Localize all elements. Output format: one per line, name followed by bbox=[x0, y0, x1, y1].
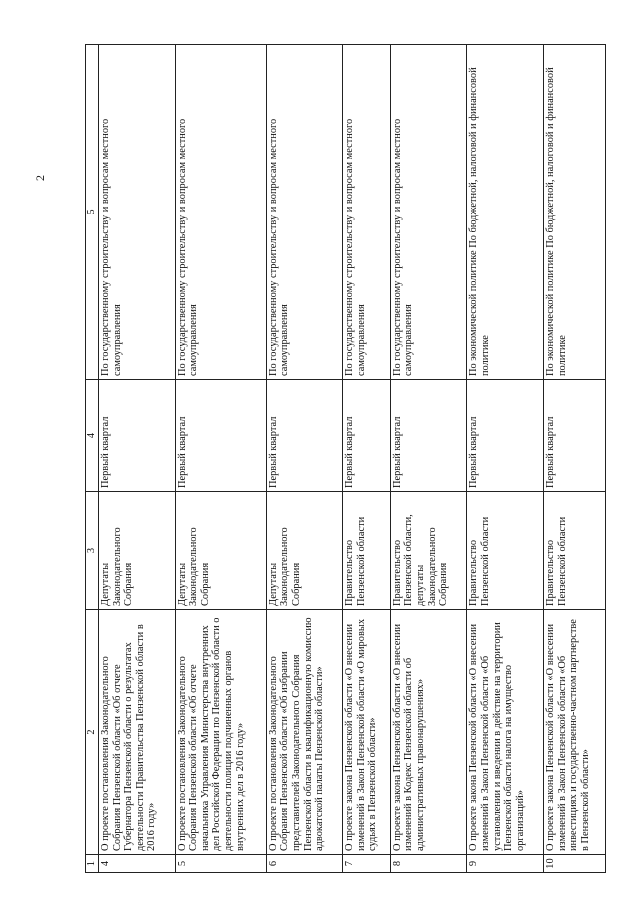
row-term: Первый квартал bbox=[390, 380, 467, 492]
header-cell: 4 bbox=[86, 380, 99, 492]
header-cell: 3 bbox=[86, 492, 99, 610]
table-row bbox=[543, 45, 605, 873]
row-author: Правительство Пензенской области, депутаты Законодательного Собрания bbox=[390, 492, 467, 610]
row-committee: По экономической политике По бюджетной, налоговой и финансовой политике bbox=[467, 45, 544, 380]
row-number: 5 bbox=[175, 855, 266, 873]
row-committee: По экономической политике По бюджетной, налоговой и финансовой политике bbox=[543, 45, 605, 380]
row-number: 8 bbox=[390, 855, 467, 873]
plan-table-wrapper bbox=[85, 45, 606, 873]
row-title: О проекте закона Пензенской области «О внесении изменений в Закон Пензенской области «Об установлении и введении в действие на территории Пензенской области налога на имущество организаций» bbox=[467, 610, 544, 855]
row-author: Правительство Пензенской области bbox=[467, 492, 544, 610]
row-committee: По государственному строительству и вопросам местного самоуправления bbox=[343, 45, 390, 380]
table-row bbox=[99, 45, 176, 873]
row-term: Первый квартал bbox=[343, 380, 390, 492]
row-number: 7 bbox=[343, 855, 390, 873]
row-author: Правительство Пензенской области bbox=[543, 492, 605, 610]
row-term: Первый квартал bbox=[467, 380, 544, 492]
plan-table-rotated bbox=[85, 45, 606, 873]
row-committee: По государственному строительству и вопросам местного самоуправления bbox=[390, 45, 467, 380]
row-title: О проекте закона Пензенской области «О внесении изменений в Закон Пензенской области «О мировых судьях в Пензенской области» bbox=[343, 610, 390, 855]
row-title: О проекте закона Пензенской области «О внесении изменений в Кодекс Пензенской области об административных правонарушениях» bbox=[390, 610, 467, 855]
header-cell: 1 bbox=[86, 855, 99, 873]
row-committee: По государственному строительству и вопросам местного самоуправления bbox=[175, 45, 266, 380]
header-cell: 2 bbox=[86, 610, 99, 855]
row-committee: По государственному строительству и вопросам местного самоуправления bbox=[99, 45, 176, 380]
row-term: Первый квартал bbox=[99, 380, 176, 492]
row-number: 9 bbox=[467, 855, 544, 873]
row-author: Депутаты Законодательного Собрания bbox=[175, 492, 266, 610]
row-author: Депутаты Законодательного Собрания bbox=[99, 492, 176, 610]
row-term: Первый квартал bbox=[175, 380, 266, 492]
row-title: О проекте постановления Законодательного Собрания Пензенской области «Об избрании представителей Законодательного Собрания Пензенской области в квалификационную комиссию адвокатской палаты Пензенской области» bbox=[266, 610, 343, 855]
row-title: О проекте закона Пензенской области «О внесении изменений в Закон Пензенской области «Об инвестициях и государственно-частном партнерстве в Пензенской области» bbox=[543, 610, 605, 855]
table-row bbox=[175, 45, 266, 873]
row-term: Первый квартал bbox=[266, 380, 343, 492]
row-author: Правительство Пензенской области bbox=[343, 492, 390, 610]
header-row bbox=[86, 45, 99, 873]
table-row bbox=[343, 45, 390, 873]
table-row bbox=[266, 45, 343, 873]
row-author: Депутаты Законодательного Собрания bbox=[266, 492, 343, 610]
row-number: 10 bbox=[543, 855, 605, 873]
row-number: 4 bbox=[99, 855, 176, 873]
row-term: Первый квартал bbox=[543, 380, 605, 492]
header-cell: 5 bbox=[86, 45, 99, 380]
row-title: О проекте постановления Законодательного Собрания Пензенской области «Об отчете начальника Управления Министерства внутренних дел Российской Федерации по Пензенской области о деятельности полиции подчиненных органов внутренних дел в 2016 году» bbox=[175, 610, 266, 855]
row-committee: По государственному строительству и вопросам местного самоуправления bbox=[266, 45, 343, 380]
table-row bbox=[390, 45, 467, 873]
row-title: О проекте постановления Законодательного Собрания Пензенской области «Об отчете Губернатора Пензенской области о результатах деятельности Правительства Пензенской области в 2016 году» bbox=[99, 610, 176, 855]
table-row bbox=[467, 45, 544, 873]
page-number: 2 bbox=[33, 175, 47, 181]
row-number: 6 bbox=[266, 855, 343, 873]
plan-table bbox=[85, 44, 606, 873]
